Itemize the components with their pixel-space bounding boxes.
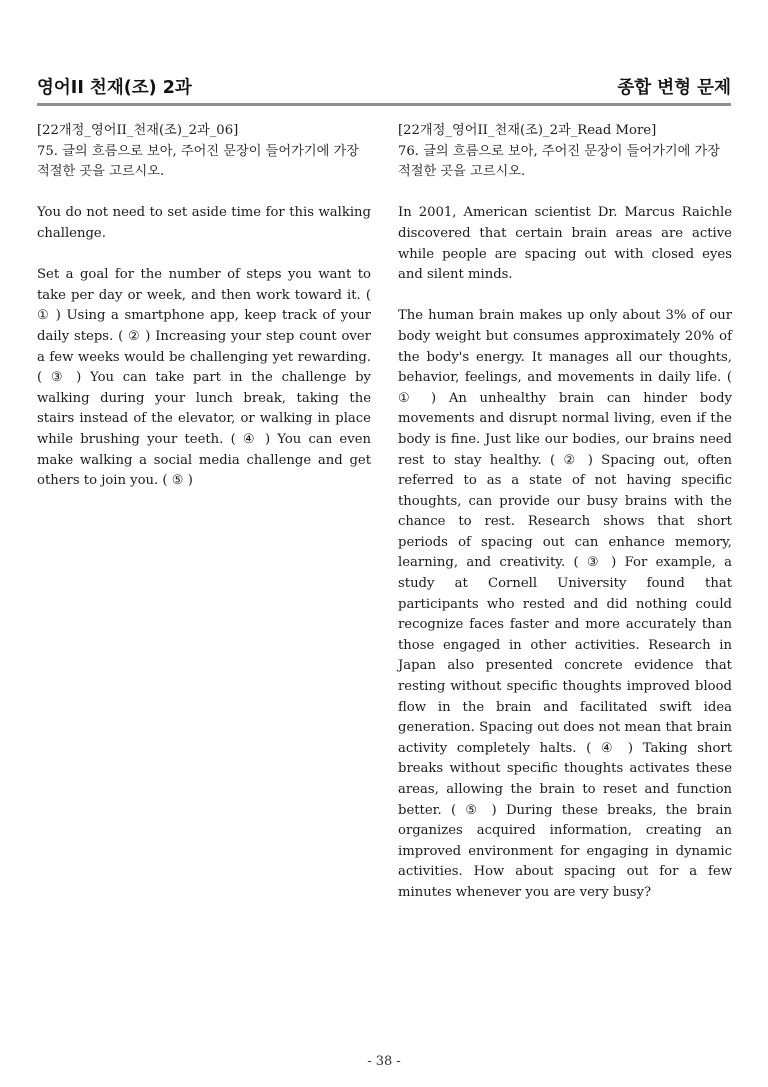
question-75-passage: Set a goal for the number of steps you want to take per day or week, and then work toward it. ( ① ) Using a smartphone app, keep track of your daily steps. ( ② ) Increasing your step count over a few weeks would be challenging yet rewarding. ( ③ ) You can take part in the challenge by walking during your lunch break, taking the stairs instead of the elevator, or walking in place while brushing your teeth. ( ④ ) You can even make walking a social media challenge and get others to join you. ( ⑤ ) [37,267,371,489]
question-75-prompt: 75. 글의 흐름으로 보아, 주어진 문장이 들어가기에 가장 [37,143,360,159]
header-section-title: 종합 변형 문제 [617,78,731,98]
header-divider [37,103,731,106]
question-76-source: [22개정_영어II_천재(조)_2과_Read More] [398,123,657,138]
page-header [37,74,731,102]
question-76-prompt: 76. 글의 흐름으로 보아, 주어진 문장이 들어가기에 가장 [398,143,721,159]
header-subject-title: 영어II 천재(조) 2과 [37,78,192,98]
question-75-prompt-line2: 적절한 곳을 고르시오. [37,164,165,180]
page-number: - 38 - [367,1054,401,1069]
question-76-passage: The human brain makes up only about 3% of our body weight but consumes approximately 20% of the body's energy. It manages all our thoughts, behavior, feelings, and movements in daily life. ( ① ) An unhealthy brain can hinder body movements and disrupt normal living, even if the body is fine. Just like our bodies, our brains need rest to stay healthy. ( ② ) Spacing out, often referred to as a state of not having specific thoughts, can provide our busy brains with the chance to rest. Research shows that short periods of spacing out can enhance memory, learning, and creativity. ( ③ ) For example, a study at Cornell University found that participants who rested and did nothing could recognize faces faster and more accurately than those engaged in other activities. Research in Japan also presented concrete evidence that resting without specific thoughts improved blood flow in the brain and facilitated swift idea generation. Spacing out does not mean that brain activity completely halts. ( ④ ) Taking short breaks without specific thoughts activates these areas, allowing the brain to reset and function better. ( ⑤ ) During these breaks, the brain organizes acquired information, creating an improved environment for engaging in dynamic activities. How about spacing out for a few minutes whenever you are very busy? [398,308,732,900]
question-75 [37,121,371,492]
question-76 [398,121,732,904]
question-76-prompt-line2: 적절한 곳을 고르시오. [398,164,526,180]
question-75-source: [22개정_영어II_천재(조)_2과_06] [37,123,239,138]
question-75-given-sentence: You do not need to set aside time for this walking challenge. [37,205,371,241]
question-76-given-sentence: In 2001, American scientist Dr. Marcus Raichle discovered that certain brain areas are active while people are spacing out with closed eyes and silent minds. [398,205,732,283]
